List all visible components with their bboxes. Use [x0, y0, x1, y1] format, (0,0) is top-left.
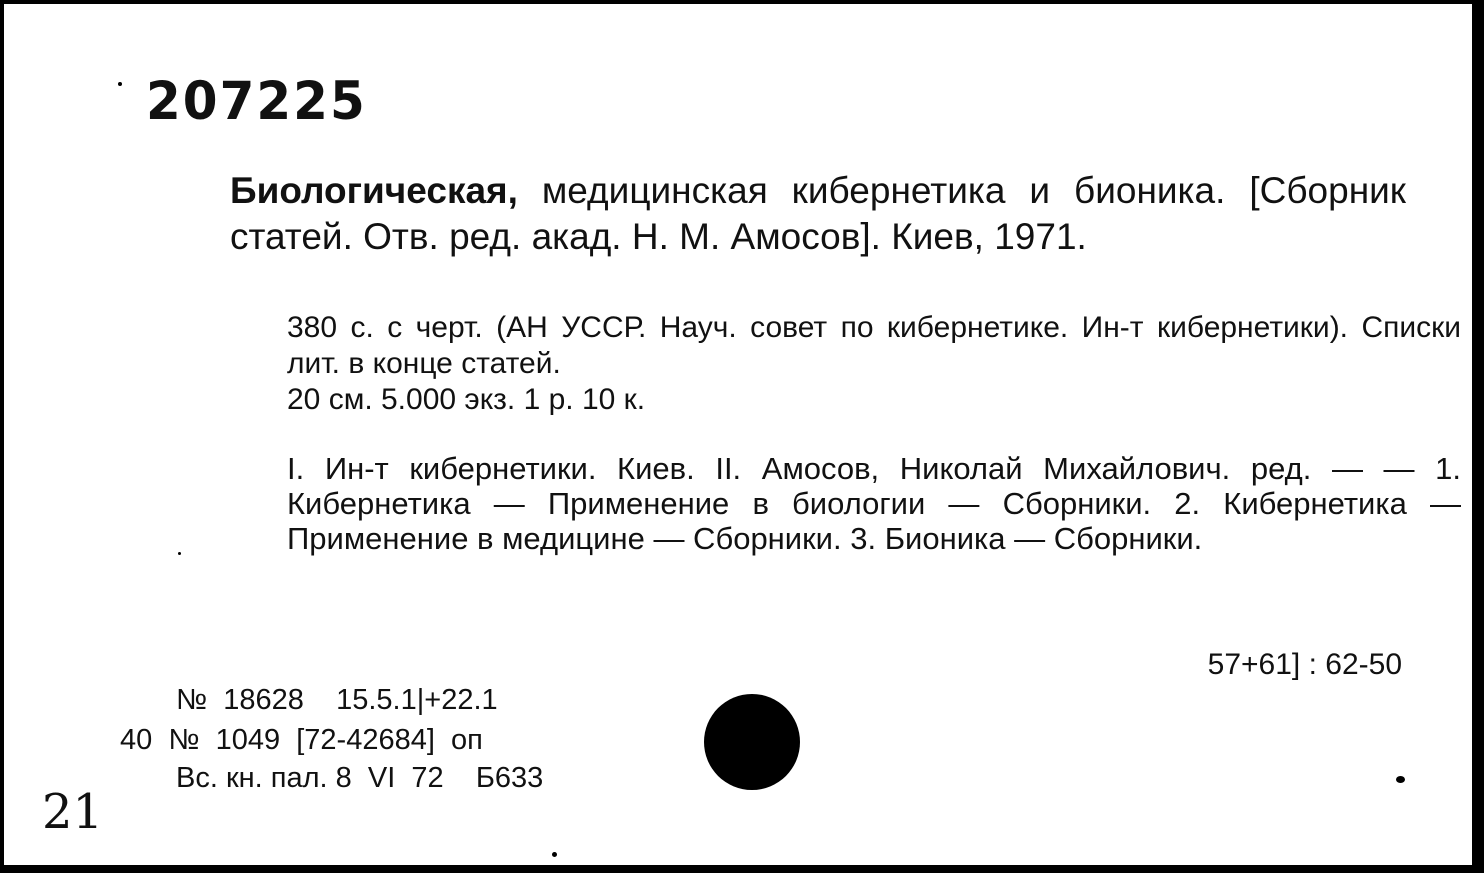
registration-line-2: 40 № 1049 [72-42684] оп — [120, 724, 483, 756]
corner-handwritten-mark: 21 — [42, 784, 104, 840]
card-number: 207225 — [146, 70, 367, 132]
classification-code: 57+61] : 62-50 — [1207, 648, 1402, 681]
speck-dot — [118, 82, 122, 86]
publication-info: 380 с. с черт. (АН УССР. Науч. совет по кибернетике. Ин-т кибернетики). Списки лит. в конце статей. — [287, 311, 1461, 380]
speck-dot — [552, 852, 557, 857]
speck-dot — [1396, 776, 1405, 783]
size-price: 20 см. 5.000 экз. 1 р. 10 к. — [287, 383, 646, 416]
registration-line-3: Вс. кн. пал. 8 VI 72 Б633 — [176, 762, 544, 794]
title-bold: Биологическая, — [230, 170, 518, 211]
speck-dot — [178, 552, 181, 555]
punch-hole — [704, 694, 800, 790]
title-rest: медицинская кибернетика и бионика. [Сборник статей. Отв. ред. акад. Н. М. Амосов]. Киев, 1971. — [230, 170, 1406, 257]
title-block — [230, 168, 1406, 260]
registration-line-1: № 18628 15.5.1|+22.1 — [176, 684, 498, 716]
catalog-card — [4, 4, 1476, 868]
subject-headings: I. Ин-т кибернетики. Киев. II. Амосов, Николай Михайлович. ред. — — 1. Кибернетика — Применение в биологии — Сборники. 2. Кибернетика — Применение в медицине — Сборники. 3. Бионика — Сборники. — [287, 451, 1461, 556]
